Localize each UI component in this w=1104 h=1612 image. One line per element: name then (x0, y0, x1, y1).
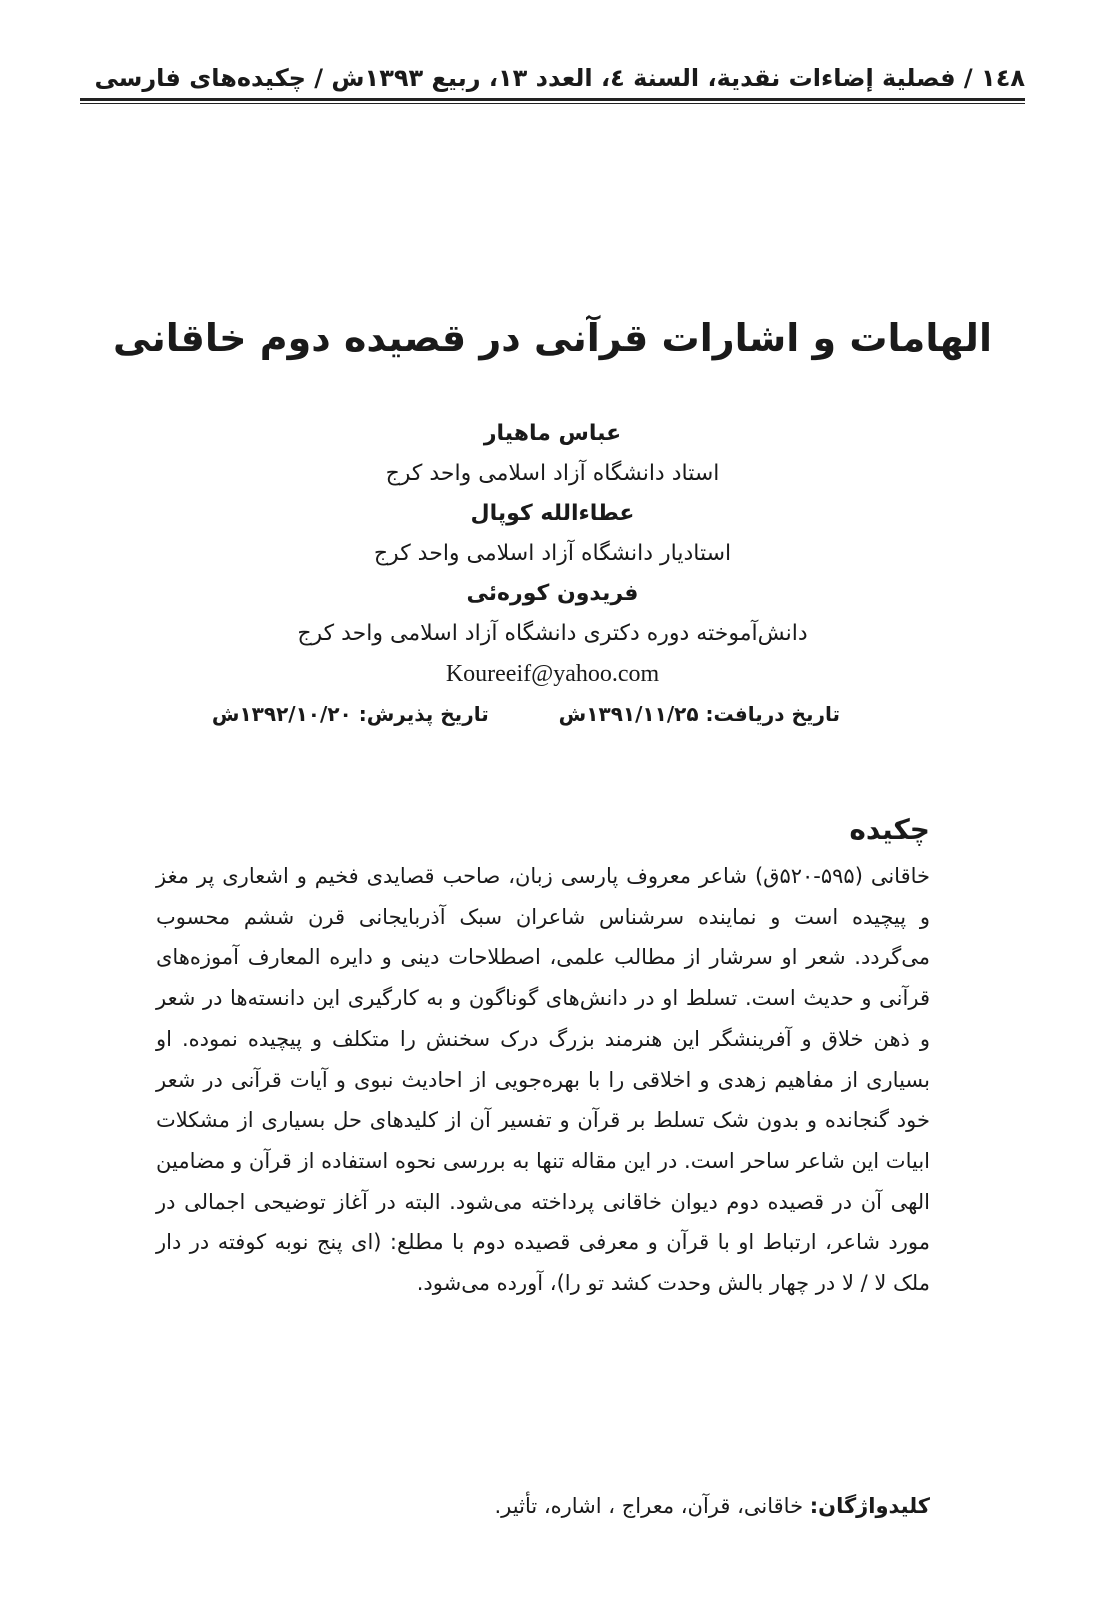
keywords-list: خاقانی، قرآن، معراج ، اشاره، تأثیر. (494, 1494, 804, 1518)
author-block (160, 414, 945, 694)
abstract-text: خاقانی (۵۹۵-۵۲۰ق) شاعر معروف پارسی زبان، صاحب قصایدی فخیم و اشعاری پر مغز و پیچیده است و نماینده سرشناس شاعران سبک آذربایجانی قرن ششم محسوب می‌گردد. شعر او سرشار از مطالب علمی، اصطلاحات دینی و دایره المعارف آموزه‌های قرآنی و حدیث است. تسلط او در دانش‌های گوناگون و به کارگیری این دانسته‌ها در شعر و ذهن خلاق و آفرینشگر این هنرمند بزرگ درک سخنش را متکلف و پیچیده نموده. او بسیاری از مفاهیم زهدی و اخلاقی را با بهره‌جویی از احادیث نبوی و آیات قرآنی در شعر خود گنجانده و بدون شک تسلط بر قرآن و تفسیر آن از کلیدهای حل بسیاری از مشکلات ابیات این شاعر ساحر است. در این مقاله تنها به بررسی نحوه استفاده از قرآن و مضامین الهی آن در قصیده دوم دیوان خاقانی پرداخته می‌شود. البته در آغاز توضیحی اجمالی در مورد شاعر، ارتباط او با قرآن و معرفی قصیده دوم با مطلع: (ای پنج نوبه کوفته در دار ملک لا / لا در چهار بالش وحدت کشد تو را)، آورده می‌شود. (156, 864, 930, 1296)
header-rule (80, 98, 1025, 104)
keywords-line (160, 1486, 930, 1526)
running-head: ١٤٨ / فصلية إضاءات نقدية، السنة ٤، العدد ١٣، ربيع ١٣٩٣ش / چكيده‌هاى فارسى (94, 64, 1025, 92)
abstract-heading: چکیده (849, 813, 930, 846)
dates-line (200, 694, 840, 734)
article-title: الهامات و اشارات قرآنی در قصیده دوم خاقانی (113, 316, 992, 360)
author-affiliation: استاد دانشگاه آزاد اسلامی واحد کرج (385, 461, 720, 486)
author-affiliation: استادیار دانشگاه آزاد اسلامی واحد کرج (373, 541, 732, 566)
keywords-label: کلیدواژگان: (809, 1494, 930, 1518)
received-date: تاریخ دریافت: ۱۳۹۱/۱۱/۲۵ش (558, 702, 840, 726)
author-affiliation: دانش‌آموخته دوره دکتری دانشگاه آزاد اسلامی واحد کرج (297, 621, 808, 646)
author-name: عطاءالله کوپال (470, 501, 635, 526)
author-email[interactable]: Koureeif@yahoo.com (445, 661, 660, 687)
accepted-date: تاریخ پذیرش: ۱۳۹۲/۱۰/۲۰ش (211, 702, 489, 726)
author-name: عباس ماهیار (483, 421, 622, 446)
author-name: فریدون کوره‌ئی (466, 581, 639, 606)
